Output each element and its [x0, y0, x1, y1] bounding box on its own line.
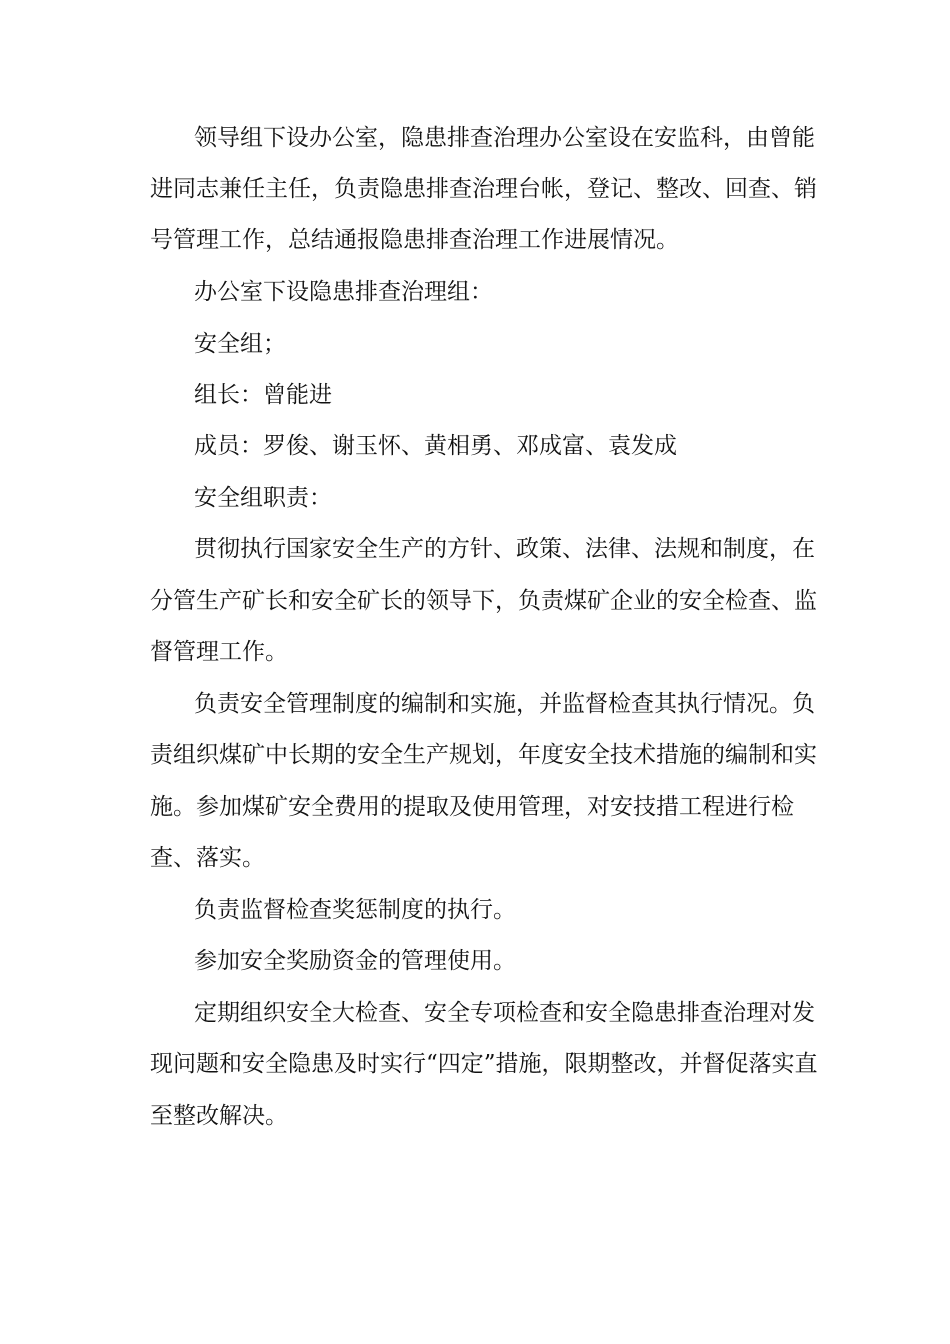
group-leader: 组长：曾能进	[194, 382, 332, 408]
text-line: 负责安全管理制度的编制和实施，并监督检查其执行情况。负	[194, 691, 815, 717]
text-line: 责组织煤矿中长期的安全生产规划，年度安全技术措施的编制和实	[150, 742, 817, 768]
text-line: 号管理工作，总结通报隐患排查治理工作进展情况。	[150, 227, 679, 253]
group-members: 成员：罗俊、谢玉怀、黄相勇、邓成富、袁发成	[194, 433, 677, 459]
text-line: 定期组织安全大检查、安全专项检查和安全隐患排查治理对发	[194, 1000, 815, 1026]
text-line: 分管生产矿长和安全矿长的领导下，负责煤矿企业的安全检查、监	[150, 588, 817, 614]
group-name: 安全组；	[194, 331, 286, 357]
text-line: 参加安全奖励资金的管理使用。	[194, 948, 516, 974]
text-line: 进同志兼任主任，负责隐患排查治理台帐，登记、整改、回查、销	[150, 176, 817, 202]
text-line: 查、落实。	[150, 845, 265, 871]
duties-heading: 安全组职责：	[194, 485, 332, 511]
section-heading: 办公室下设隐患排查治理组：	[194, 279, 493, 305]
text-line: 负责监督检查奖惩制度的执行。	[194, 897, 516, 923]
text-line: 现问题和安全隐患及时实行“四定”措施，限期整改，并督促落实直	[150, 1051, 818, 1077]
text-line: 至整改解决。	[150, 1103, 288, 1129]
text-line: 施。参加煤矿安全费用的提取及使用管理，对安技措工程进行检	[150, 794, 794, 820]
text-line: 督管理工作。	[150, 639, 288, 665]
text-line: 领导组下设办公室，隐患排查治理办公室设在安监科，由曾能	[194, 125, 815, 151]
text-line: 贯彻执行国家安全生产的方针、政策、法律、法规和制度，在	[194, 536, 815, 562]
